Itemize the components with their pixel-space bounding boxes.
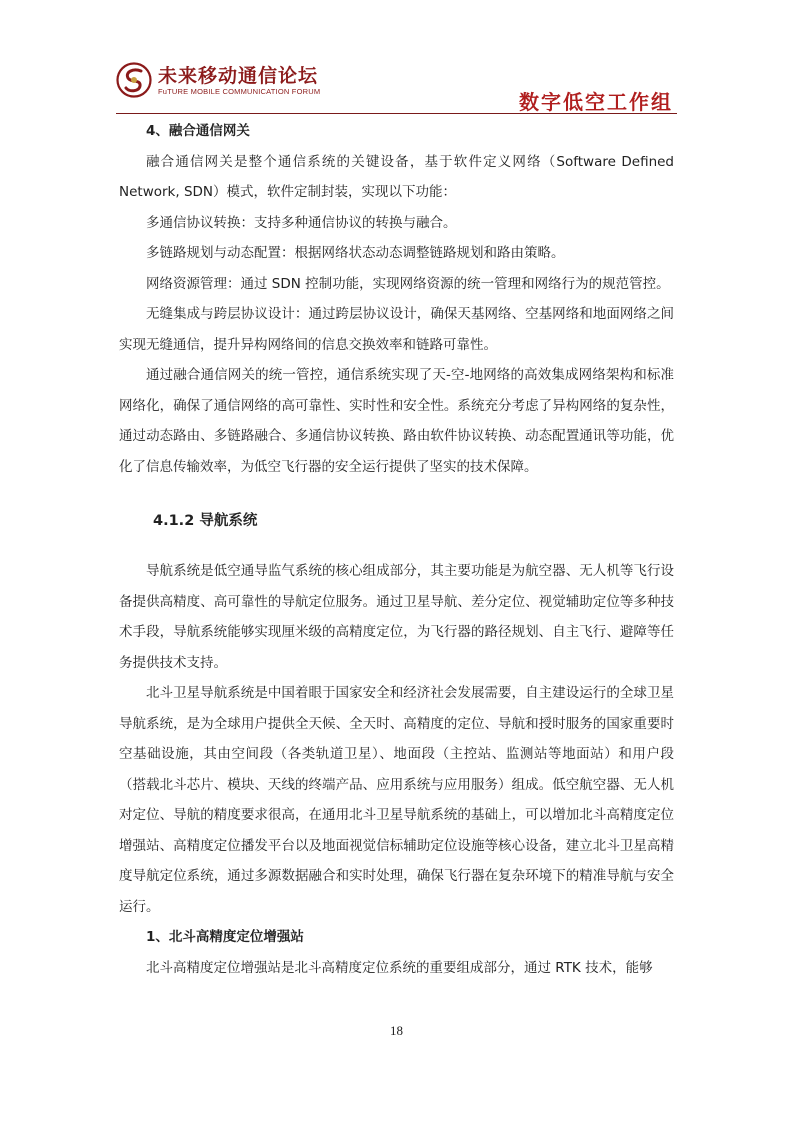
working-group-title: 数字低空工作组 bbox=[519, 90, 673, 114]
forum-name-en: FuTURE MOBILE COMMUNICATION FORUM bbox=[158, 87, 321, 96]
paragraph-gateway-intro: 融合通信网关是整个通信系统的关键设备，基于软件定义网络（Software Defined Network, SDN）模式，软件定制封装，实现以下功能： bbox=[119, 153, 674, 200]
page-header bbox=[0, 0, 793, 120]
forum-logo-icon bbox=[116, 62, 152, 98]
header-divider bbox=[116, 113, 677, 114]
page-number: 18 bbox=[390, 1023, 403, 1038]
function-item-1: 多通信协议转换：支持多种通信协议的转换与融合。 bbox=[146, 214, 457, 231]
function-item-2: 多链路规划与动态配置：根据网络状态动态调整链路规划和路由策略。 bbox=[146, 245, 565, 261]
page-body bbox=[119, 116, 674, 983]
paragraph-beidou: 北斗卫星导航系统是中国着眼于国家安全和经济社会发展需要，自主建设运行的全球卫星导航系统，是为全球用户提供全天候、全天时、高精度的定位、导航和授时服务的国家重要时空基础设施，其由空间段（各类轨道卫星）、地面段（主控站、监测站等地面站）和用户段（搭载北斗芯片、模块、天线的终端产品、应用系统与应用服务）组成。低空航空器、无人机对定位、导航的精度要求很高，在通用北斗卫星导航系统的基础上，可以增加北斗高精度定位增强站、高精度定位播发平台以及地面视觉信标辅助定位设施等核心设备，建立北斗卫星高精度导航定位系统，通过多源数据融合和实时处理，确保飞行器在复杂环境下的精准导航与安全运行。 bbox=[119, 685, 674, 915]
section-title-navigation: 4.1.2 导航系统 bbox=[153, 513, 258, 529]
paragraph-station: 北斗高精度定位增强站是北斗高精度定位系统的重要组成部分，通过 RTK 技术，能够 bbox=[146, 959, 653, 976]
forum-name-cn: 未来移动通信论坛 bbox=[158, 65, 319, 87]
function-item-3: 网络资源管理：通过 SDN 控制功能，实现网络资源的统一管理和网络行为的规范管控。 bbox=[146, 275, 670, 292]
function-item-4: 无缝集成与跨层协议设计：通过跨层协议设计，确保天基网络、空基网络和地面网络之间实现无缝通信，提升异构网络间的信息交换效率和链路可靠性。 bbox=[119, 306, 674, 353]
paragraph-nav-intro: 导航系统是低空通导监气系统的核心组成部分，其主要功能是为航空器、无人机等飞行设备提供高精度、高可靠性的导航定位服务。通过卫星导航、差分定位、视觉辅助定位等多种技术手段，导航系统能够实现厘米级的高精度定位，为飞行器的路径规划、自主飞行、避障等任务提供技术支持。 bbox=[119, 563, 674, 671]
heading-gateway: 4、融合通信网关 bbox=[146, 123, 250, 139]
heading-station: 1、北斗高精度定位增强站 bbox=[146, 929, 304, 945]
paragraph-gateway-summary: 通过融合通信网关的统一管控，通信系统实现了天-空-地网络的高效集成网络架构和标准网络化，确保了通信网络的高可靠性、实时性和安全性。系统充分考虑了异构网络的复杂性，通过动态路由、多链路融合、多通信协议转换、路由软件协议转换、动态配置通讯等功能，优化了信息传输效率，为低空飞行器的安全运行提供了坚实的技术保障。 bbox=[119, 367, 674, 475]
